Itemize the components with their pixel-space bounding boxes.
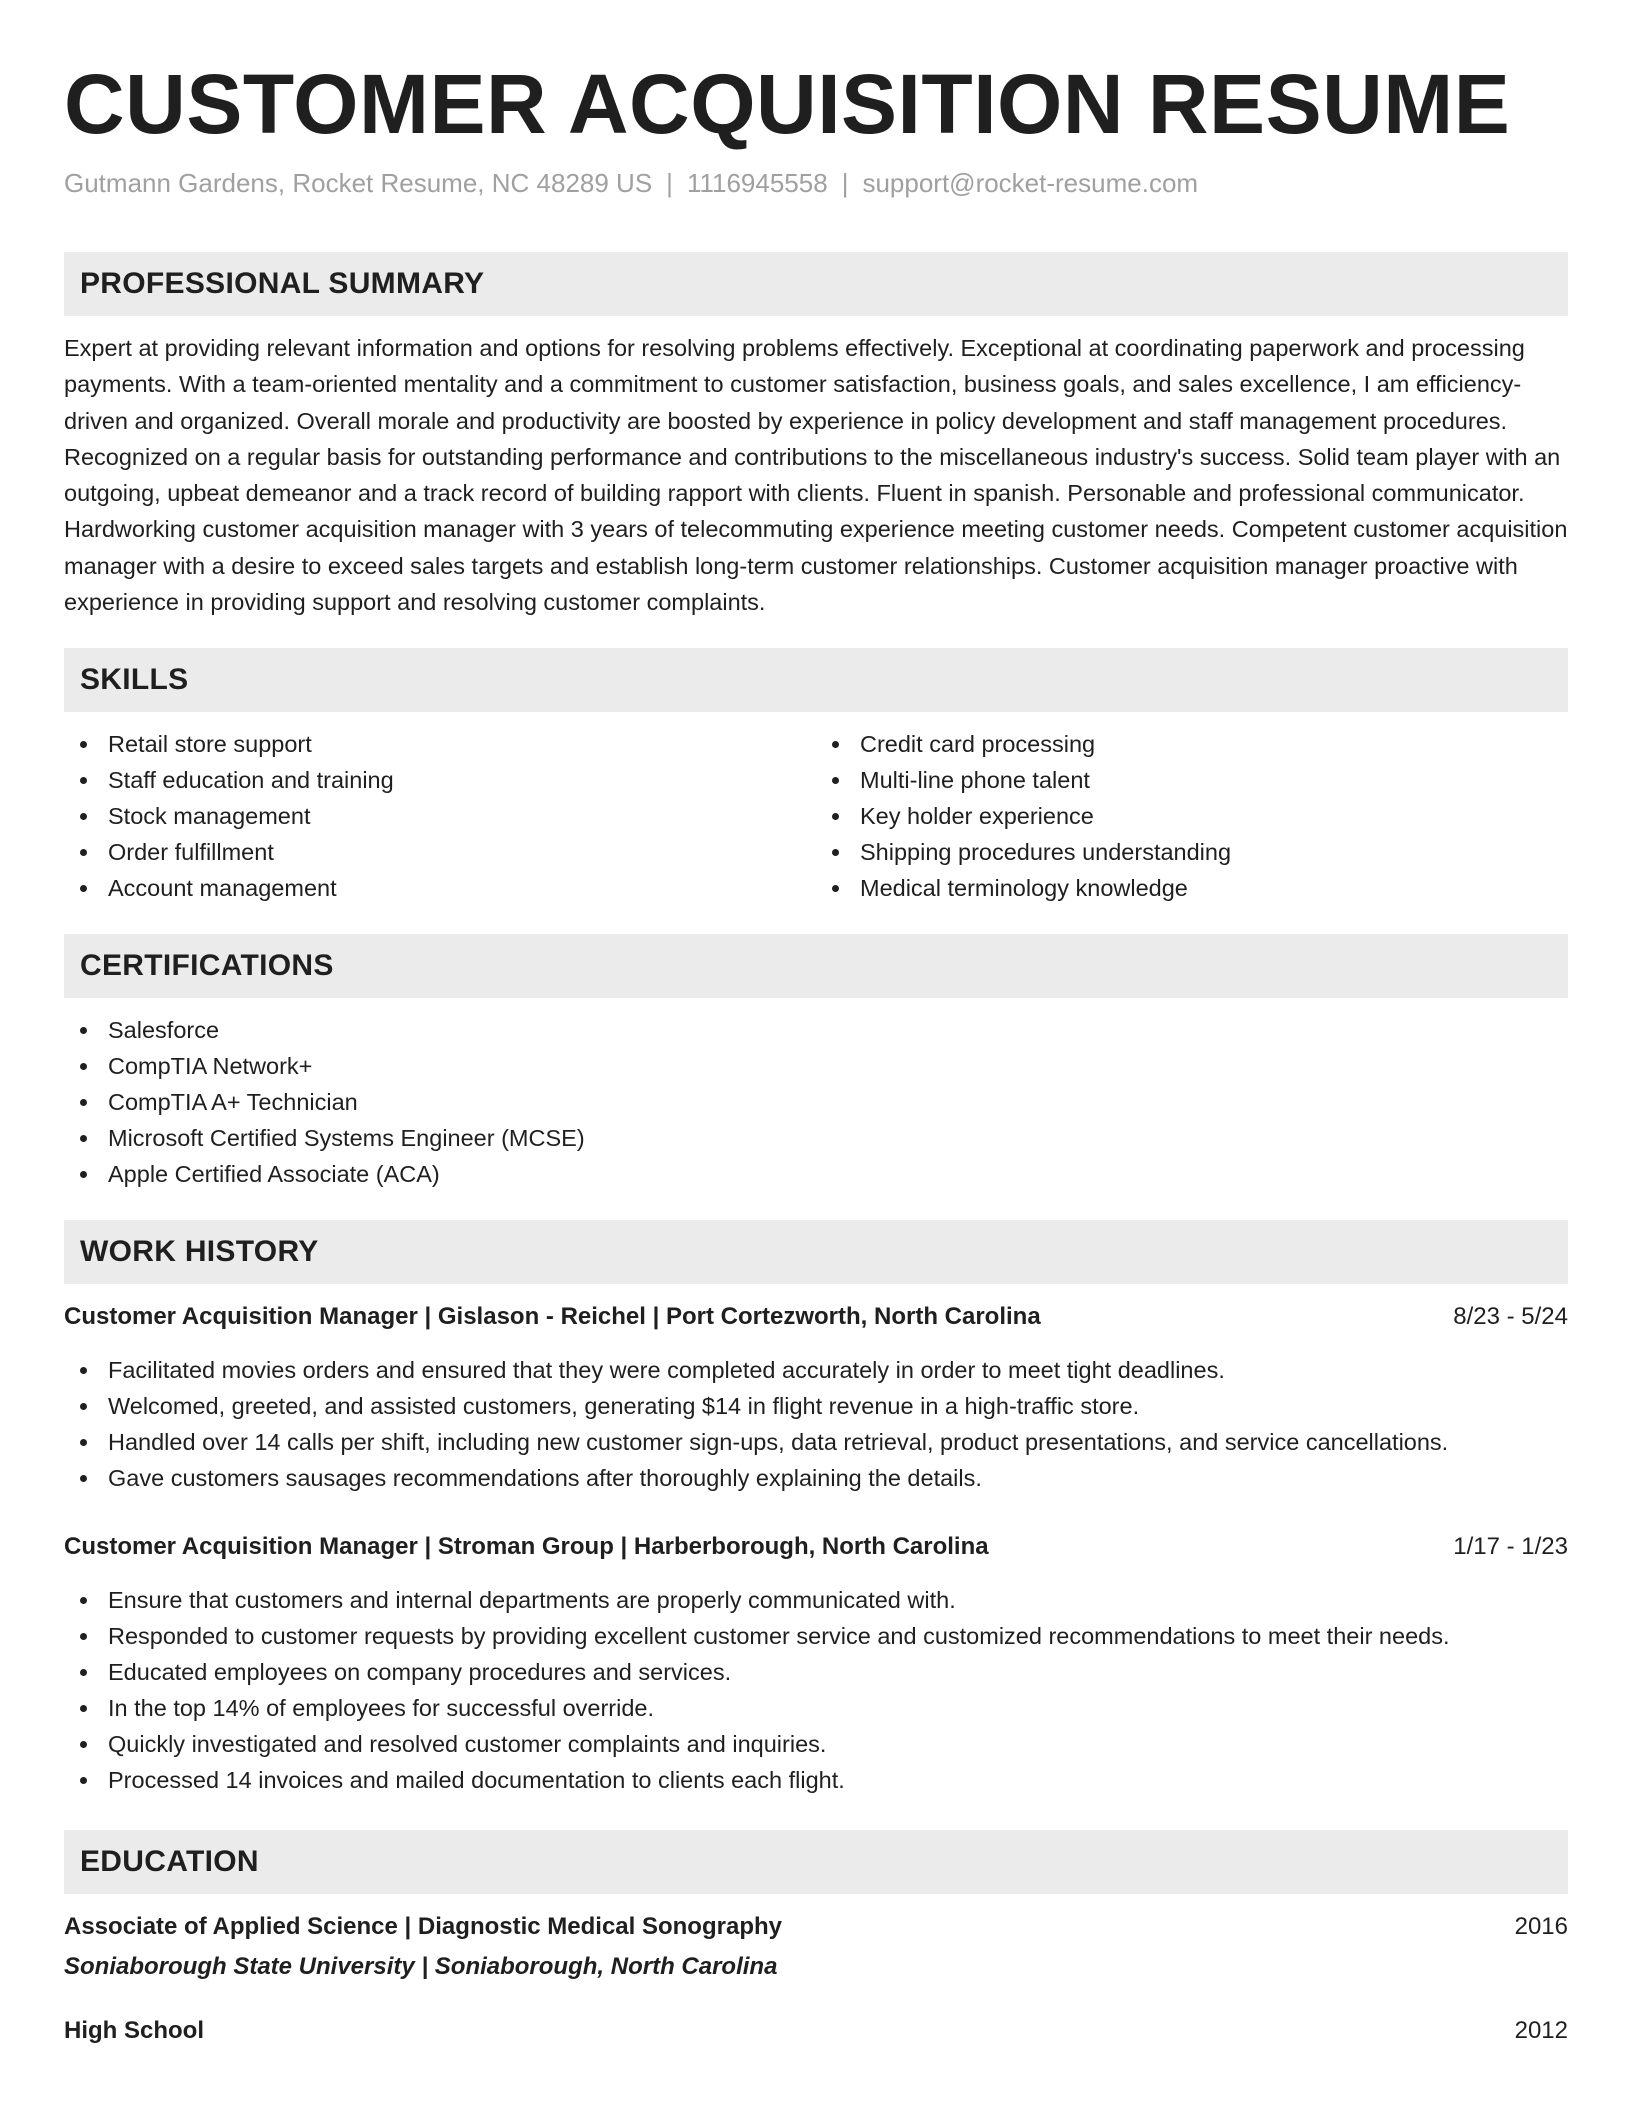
- work-history-heading: WORK HISTORY: [64, 1220, 1568, 1284]
- job-bullets: [64, 1582, 1568, 1798]
- skill-item: Retail store support: [64, 726, 816, 762]
- certification-item: Salesforce: [64, 1012, 1568, 1048]
- education-year: 2012: [1514, 2017, 1568, 2045]
- job-header: [64, 1530, 1568, 1564]
- skill-item: Medical terminology knowledge: [816, 870, 1568, 906]
- job-dates: 8/23 - 5/24: [1453, 1303, 1568, 1331]
- job-bullet: Facilitated movies orders and ensured that they were completed accurately in order to meet tight deadlines.: [64, 1352, 1568, 1388]
- skill-item: Multi-line phone talent: [816, 762, 1568, 798]
- skill-item: Stock management: [64, 798, 816, 834]
- contact-address: Gutmann Gardens, Rocket Resume, NC 48289 US: [64, 168, 653, 198]
- certifications-list: [64, 1012, 1568, 1192]
- contact-email: support@rocket-resume.com: [862, 168, 1199, 198]
- skill-item: Account management: [64, 870, 816, 906]
- education-entry: [64, 2014, 1568, 2048]
- certification-item: Microsoft Certified Systems Engineer (MCSE): [64, 1120, 1568, 1156]
- education-header: [64, 1910, 1568, 1944]
- education-year: 2016: [1514, 1913, 1568, 1941]
- skills-list: [64, 726, 1568, 906]
- job-title: Customer Acquisition Manager | Stroman Group | Harberborough, North Carolina: [64, 1533, 989, 1561]
- skill-item: Order fulfillment: [64, 834, 816, 870]
- skill-item: Credit card processing: [816, 726, 1568, 762]
- contact-separator: |: [841, 168, 849, 198]
- job-bullet: Handled over 14 calls per shift, including new customer sign-ups, data retrieval, product presentations, and service cancellations.: [64, 1424, 1568, 1460]
- job-bullet: Quickly investigated and resolved customer complaints and inquiries.: [64, 1726, 1568, 1762]
- certification-item: Apple Certified Associate (ACA): [64, 1156, 1568, 1192]
- skills-column-right: [816, 726, 1568, 906]
- education-heading: EDUCATION: [64, 1830, 1568, 1894]
- job-entry: [64, 1300, 1568, 1496]
- certification-item: CompTIA Network+: [64, 1048, 1568, 1084]
- summary-text: Expert at providing relevant information and options for resolving problems effectively. Exceptional at coordinating paperwork and processing payments. With a team-oriented mentality and a commitment to customer satisfaction, business goals, and sales excellence, I am efficiency-driven and organized. Overall morale and productivity are boosted by experience in policy development and staff management procedures. Recognized on a regular basis for outstanding performance and contributions to the miscellaneous industry's success. Solid team player with an outgoing, upbeat demeanor and a track record of building rapport with clients. Fluent in spanish. Personable and professional communicator. Hardworking customer acquisition manager with 3 years of telecommuting experience meeting customer needs. Competent customer acquisition manager with a desire to exceed sales targets and establish long-term customer relationships. Customer acquisition manager proactive with experience in providing support and resolving customer complaints.: [64, 335, 1568, 616]
- job-bullet: Ensure that customers and internal departments are properly communicated with.: [64, 1582, 1568, 1618]
- contact-phone: 1116945558: [686, 168, 828, 198]
- skills-heading: SKILLS: [64, 648, 1568, 712]
- skill-item: Shipping procedures understanding: [816, 834, 1568, 870]
- job-bullet: Responded to customer requests by providing excellent customer service and customized recommendations to meet their needs.: [64, 1618, 1568, 1654]
- job-header: [64, 1300, 1568, 1334]
- education-school: Soniaborough State University | Soniaborough, North Carolina: [64, 1953, 778, 1981]
- education-entry: [64, 1910, 1568, 1984]
- certification-item: CompTIA A+ Technician: [64, 1084, 1568, 1120]
- job-bullet: In the top 14% of employees for successful override.: [64, 1690, 1568, 1726]
- skill-item: Key holder experience: [816, 798, 1568, 834]
- job-entry: [64, 1530, 1568, 1798]
- education-header: [64, 2014, 1568, 2048]
- skill-item: Staff education and training: [64, 762, 816, 798]
- job-bullets: [64, 1352, 1568, 1496]
- contact-separator: |: [666, 168, 673, 198]
- skills-column-left: [64, 726, 816, 906]
- job-bullet: Educated employees on company procedures and services.: [64, 1654, 1568, 1690]
- contact-line: [64, 166, 1568, 200]
- certifications-heading: CERTIFICATIONS: [64, 934, 1568, 998]
- job-bullet: Welcomed, greeted, and assisted customers, generating $14 in flight revenue in a high-traffic store.: [64, 1388, 1568, 1424]
- education-degree: High School: [64, 2017, 204, 2045]
- job-bullet: Gave customers sausages recommendations after thoroughly explaining the details.: [64, 1460, 1568, 1496]
- job-dates: 1/17 - 1/23: [1453, 1533, 1568, 1561]
- job-bullet: Processed 14 invoices and mailed documentation to clients each flight.: [64, 1762, 1568, 1798]
- education-degree: Associate of Applied Science | Diagnostic Medical Sonography: [64, 1913, 782, 1941]
- summary-heading: PROFESSIONAL SUMMARY: [64, 252, 1568, 316]
- resume-title: CUSTOMER ACQUISITION RESUME: [64, 57, 1511, 151]
- job-title: Customer Acquisition Manager | Gislason - Reichel | Port Cortezworth, North Carolina: [64, 1303, 1041, 1331]
